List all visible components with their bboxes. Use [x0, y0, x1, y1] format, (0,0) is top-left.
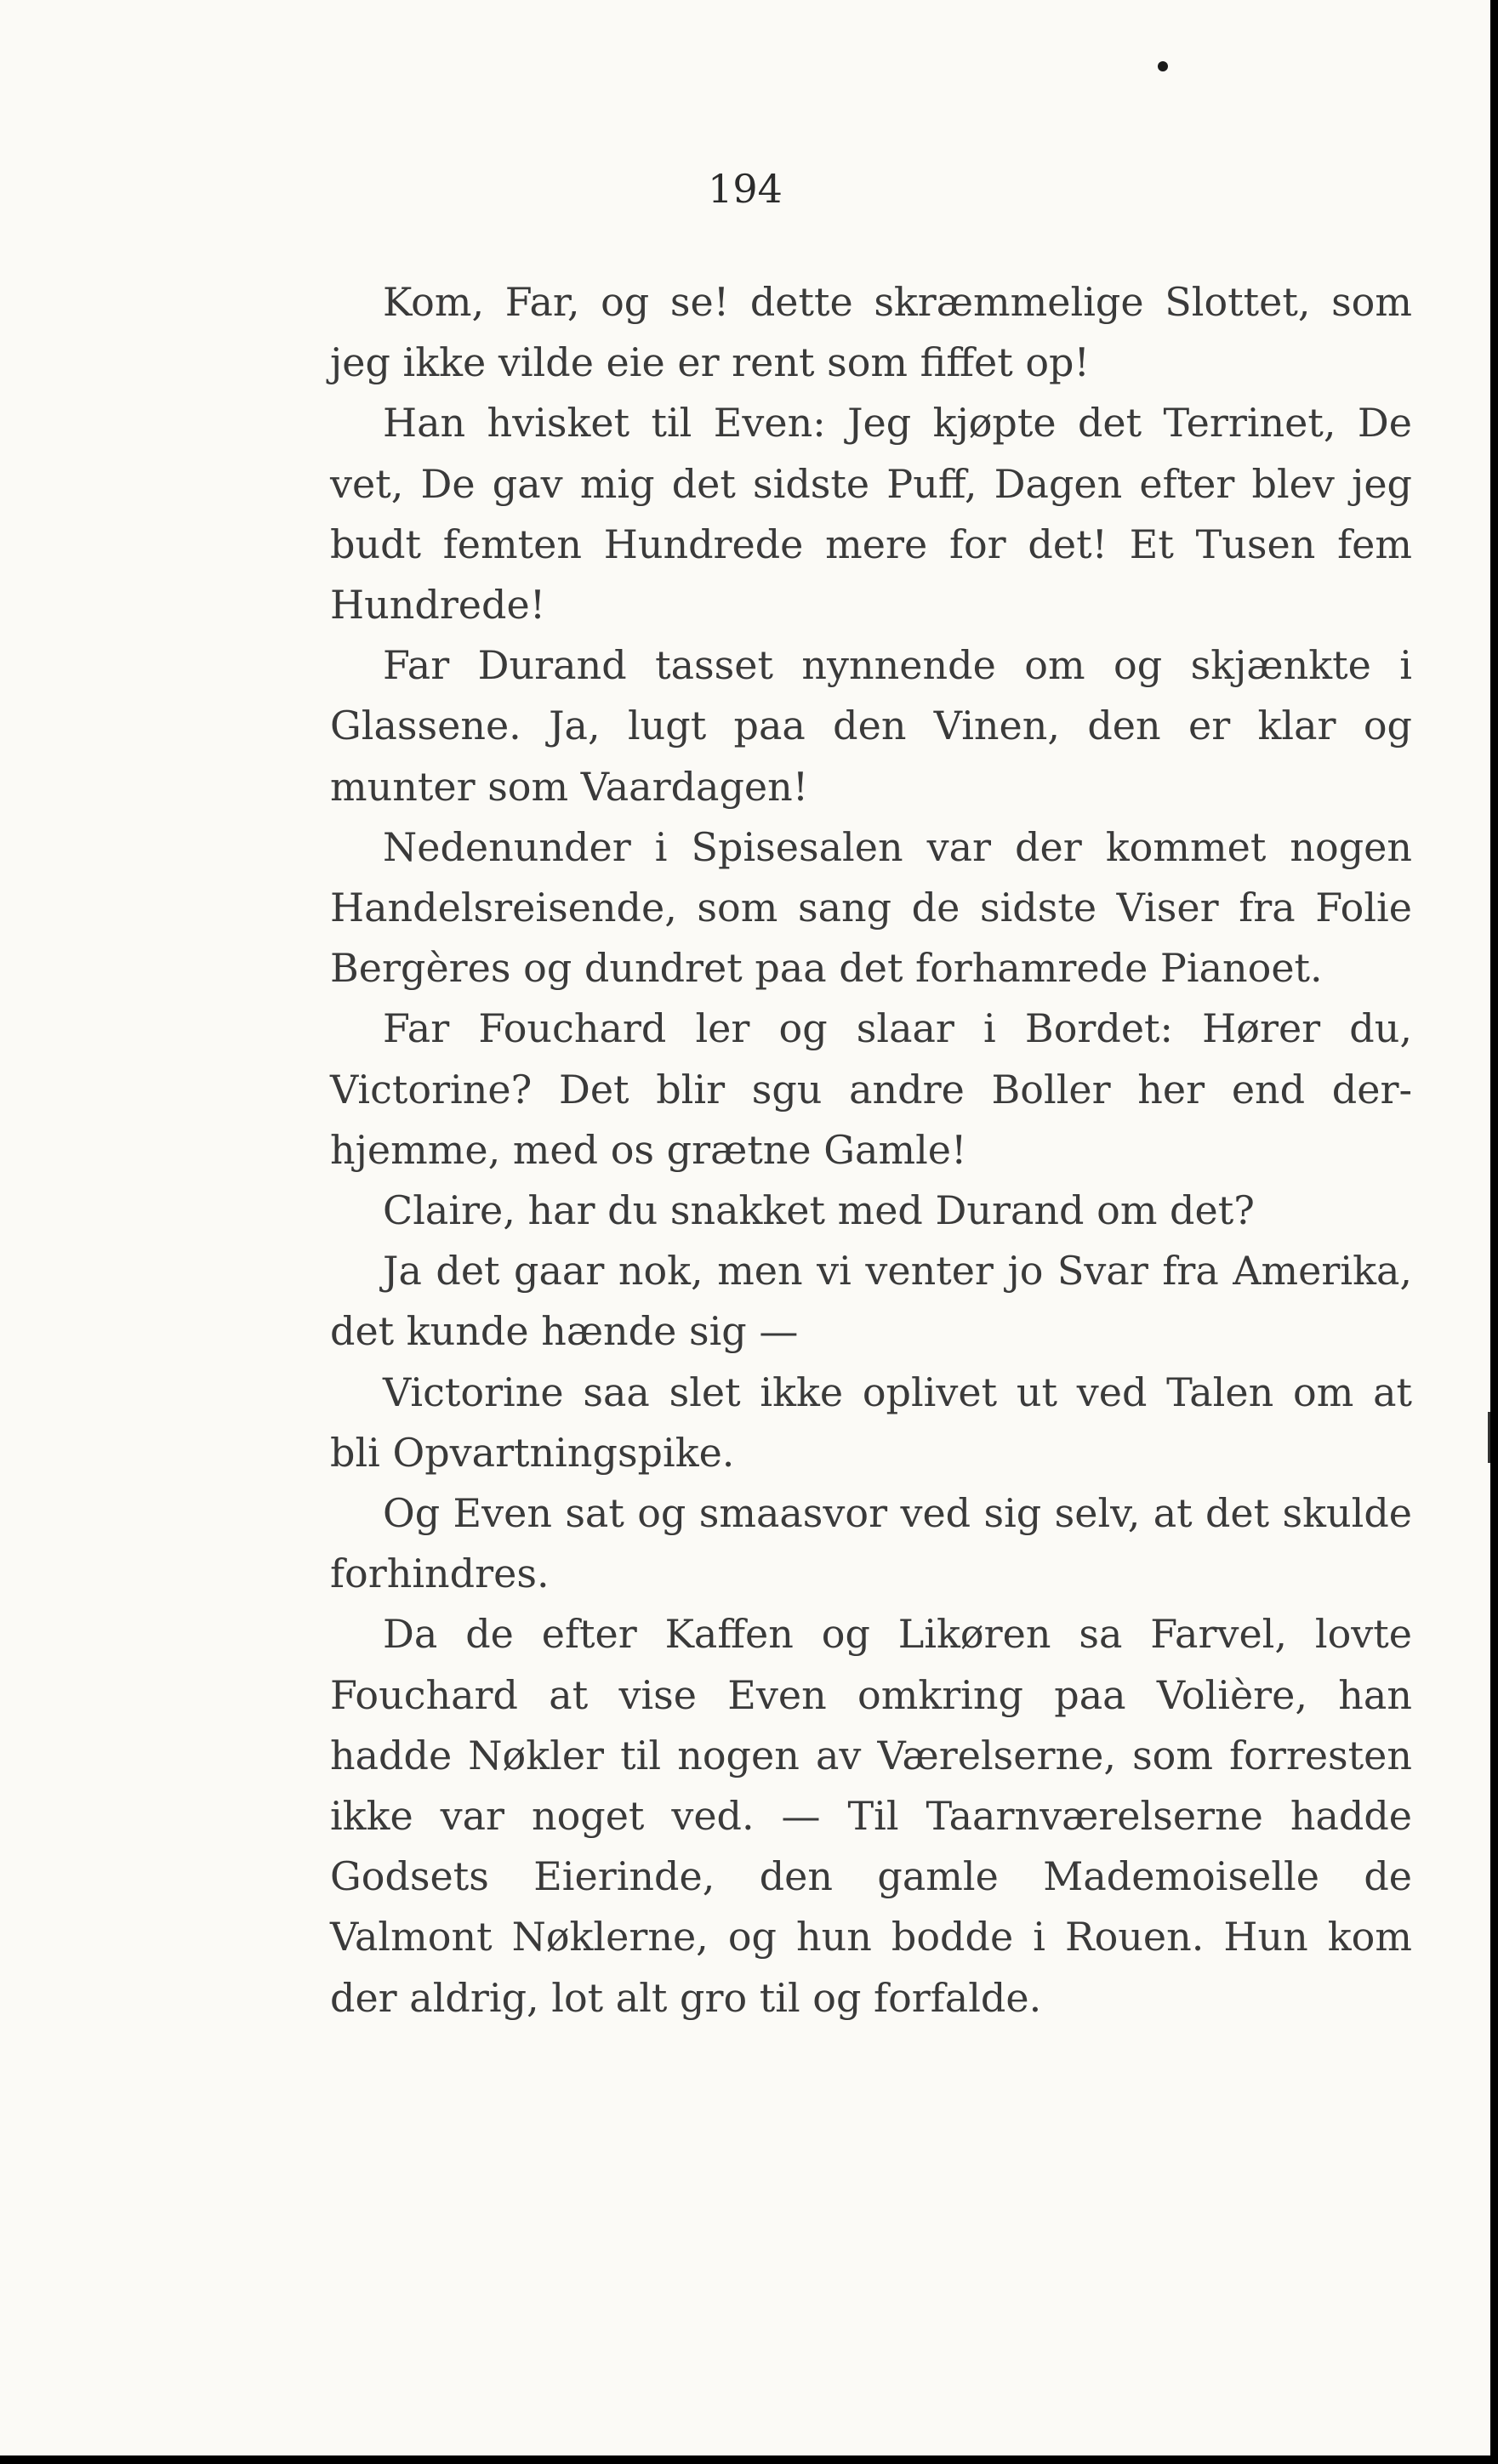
- page-number: 194: [708, 166, 783, 212]
- paragraph: Og Even sat og smaasvor ved sig selv, at det skulde forhindres.: [330, 1490, 1412, 1597]
- paragraph: Han hvisket til Even: Jeg kjøpte det Terrinet, De vet, De gav mig det sidste Puff, Dagen efter blev jeg budt femten Hundrede mere for det! Et Tusen fem Hundrede!: [330, 400, 1412, 629]
- paragraph: Ja det gaar nok, men vi venter jo Svar fra Amerika, det kunde hænde sig —: [330, 1248, 1412, 1355]
- paragraph: Da de efter Kaffen og Likøren sa Farvel, lovte Fouchard at vise Even omkring paa Volière, han hadde Nøkler til nogen av Værelserne, som forresten ikke var noget ved. — Til Taarnværelserne hadde Godsets Eierinde, den gamle Mademoiselle de Valmont Nøklerne, og hun bodde i Rouen. Hun kom der aldrig, lot alt gro til og forfalde.: [330, 1611, 1412, 2021]
- body-text: [330, 272, 1412, 2029]
- ink-dot: [1158, 61, 1168, 71]
- paragraph: Nedenunder i Spisesalen var der kommet nogen Handelsreisende, som sang de sidste Viser fra Folie Bergères og dundret paa det forhamrede Pianoet.: [330, 823, 1412, 992]
- paragraph: Kom, Far, og se! dette skræmmelige Slottet, som jeg ikke vilde eie er rent som fiffet op!: [330, 279, 1412, 386]
- paragraph: Victorine saa slet ikke oplivet ut ved Talen om at bli Opvartningspike.: [330, 1369, 1412, 1476]
- paragraph: Far Fouchard ler og slaar i Bordet: Hører du, Victorine? Det blir sgu andre Boller her end derhjemme, med os grætne Gamle!: [330, 1005, 1412, 1173]
- page-edge-mark: [1488, 1412, 1490, 1463]
- paragraph: Far Durand tasset nynnende om og skjænkte i Glassene. Ja, lugt paa den Vinen, den er klar og munter som Vaardagen!: [330, 642, 1412, 810]
- paragraph: Claire, har du snakket med Durand om det?: [383, 1187, 1255, 1234]
